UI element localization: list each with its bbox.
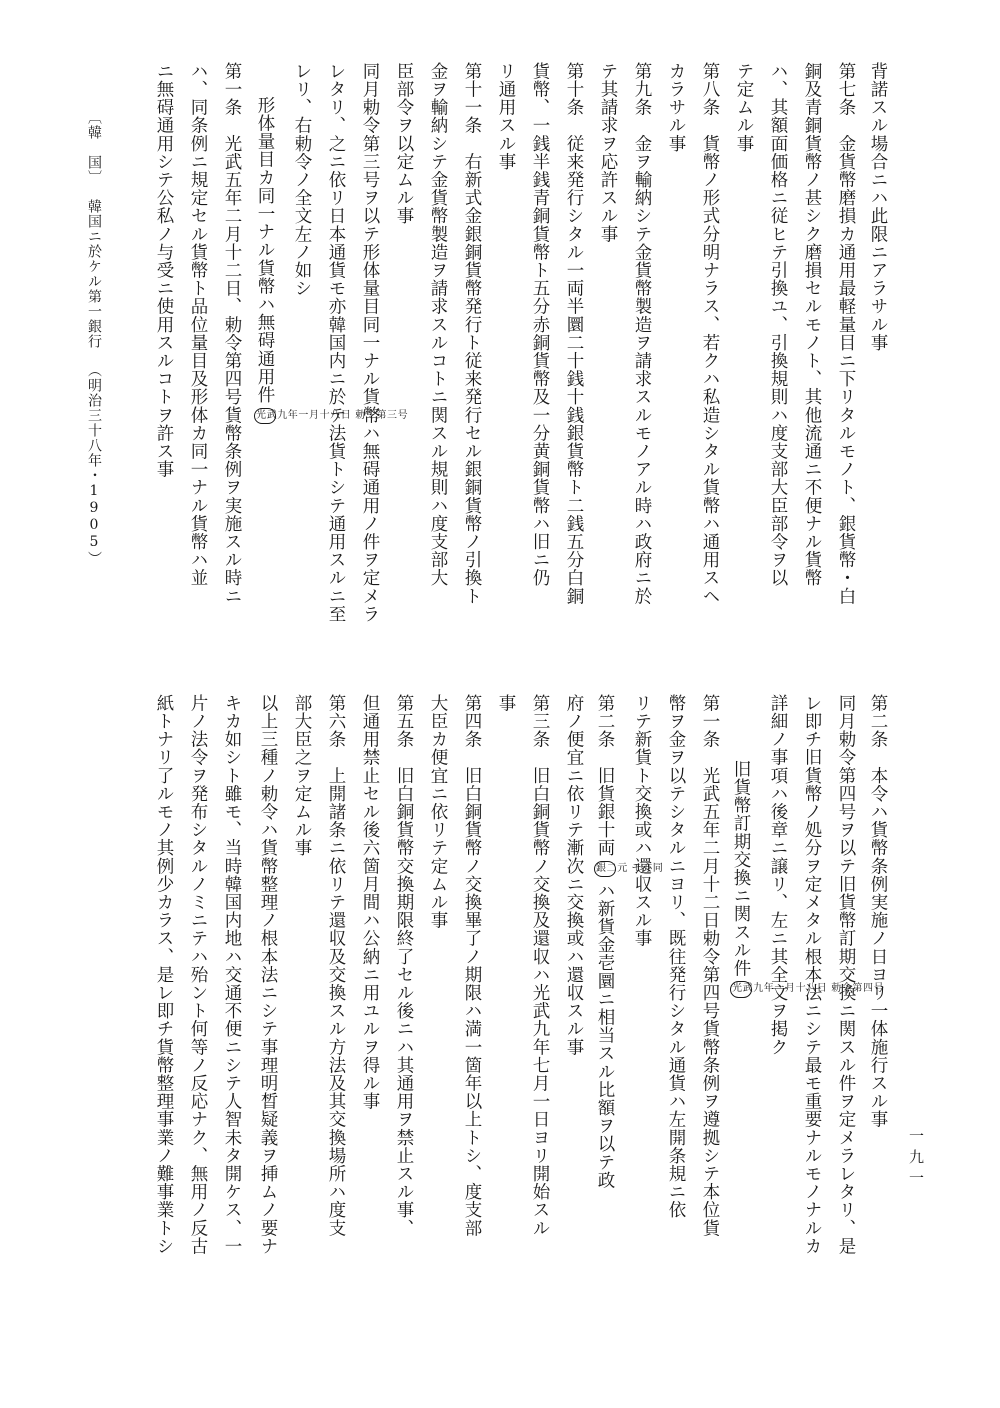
column-text: 形体量目カ同一ナル貨幣ハ無碍通用件 <box>255 96 275 404</box>
text-column <box>660 694 684 1219</box>
text-column <box>388 694 412 1237</box>
column-text: 旧貨幣訂期交換ニ関スル件 <box>731 760 751 978</box>
running-head <box>84 110 104 566</box>
column-text: レリ、右勅令ノ全文左ノ如シ <box>292 62 312 298</box>
column-text: リ通用スル事 <box>496 62 516 171</box>
edict-note: 光武九年一月十八日 勅令第四号 <box>730 981 752 998</box>
column-text: 第十条 従来発行シタル一両半圜二十銭十銭銀貨幣ト二銭五分白銅 <box>564 62 584 605</box>
text-column <box>182 694 206 1255</box>
column-text: カラサル事 <box>666 62 686 153</box>
column-text: テ其請求ヲ応許スル事 <box>598 62 618 243</box>
column-text: ハ、同条例ニ規定セル貨幣ト品位量目及形体カ同一ナル貨幣ハ並 <box>188 62 208 587</box>
text-column <box>524 62 548 587</box>
text-column <box>286 694 310 857</box>
text-column <box>524 694 548 1237</box>
text-column <box>796 694 820 1255</box>
column-text: 第三条 旧白銅貨幣ノ交換及還収ハ光武九年七月一日ヨリ開始スル <box>530 694 550 1237</box>
column-text: テ定ムル事 <box>734 62 754 153</box>
column-text: 同月勅令第三号ヲ以テ形体量目同一ナル貨幣ハ無碍通用ノ件ヲ定メラ <box>360 62 380 624</box>
text-column <box>862 694 886 1128</box>
text-column <box>320 694 344 1237</box>
text-column <box>252 694 276 1255</box>
text-column <box>422 62 446 587</box>
text-column <box>456 62 480 605</box>
text-column <box>762 62 786 587</box>
column-text: 第一条 光武五年二月十二日、勅令第四号貨幣条例ヲ実施スル時ニ <box>222 62 242 605</box>
column-text: ニ無碍通用シテ公私ノ与受ニ使用スルコトヲ許ス事 <box>154 62 174 479</box>
text-column <box>558 62 582 605</box>
column-text: 第七条 金貨幣磨損カ通用最軽量目ニ下リタルモノト、銀貨幣・白 <box>836 62 856 605</box>
text-column <box>592 62 616 243</box>
column-text-continued: ハ新貨金壱圜ニ相当スル比額ヲ以テ政 <box>595 881 615 1190</box>
column-text: 以上三種ノ勅令ハ貨幣整理ノ根本法ニシテ事理明晳疑義ヲ挿ムノ要ナ <box>258 694 278 1256</box>
column-text: 第八条 貨幣ノ形式分明ナラス、若クハ私造シタル貨幣ハ通用スヘ <box>700 62 720 605</box>
column-text: 事 <box>496 694 516 713</box>
text-column <box>216 62 240 605</box>
text-column <box>320 62 344 623</box>
edict-note: 光武九年一月十八日 勅令第三号 <box>254 408 276 425</box>
text-column <box>216 694 240 1255</box>
chapter-title: 韓国ニ於ケル第一銀行 <box>86 199 102 349</box>
text-column <box>148 62 172 478</box>
column-text: 大臣カ便宜ニ依リテ定ムル事 <box>428 694 448 930</box>
column-text: 第五条 旧白銅貨幣交換期限終了セル後ニハ其通用ヲ禁止スル事、 <box>394 694 414 1237</box>
text-column <box>626 694 650 947</box>
text-column <box>354 62 378 623</box>
column-text: 片ノ法令ヲ発布シタルノミニテハ殆ント何等ノ反応ナク、無用ノ反古 <box>188 694 208 1256</box>
category-label: 〔韓 国〕 <box>86 110 102 185</box>
column-text: キカ如シト雖モ、当時韓国内地ハ交通不便ニシテ人智未タ開ケス、一 <box>222 694 242 1256</box>
text-column <box>694 62 718 605</box>
column-text: 第十一条 右新式金銀銅貨幣発行ト従来発行セル銀銅貨幣ノ引換ト <box>462 62 482 605</box>
column-text: 但通用禁止セル後六箇月間ハ公納ニ用ユルヲ得ル事 <box>360 694 380 1111</box>
text-column <box>422 694 446 929</box>
column-text: 第一条 光武五年二月十二日勅令第四号貨幣条例ヲ遵拠シテ本位貨 <box>700 694 720 1237</box>
text-column <box>830 694 854 1255</box>
text-column <box>490 694 514 712</box>
text-column <box>830 62 854 605</box>
column-text: 紙トナリ了ルモノ其例少カラス、是レ即チ貨幣整理事業ノ難事業トシ <box>154 694 174 1256</box>
column-text: レ即チ旧貨幣ノ処分ヲ定メタル根本法ニシテ最モ重要ナルモノナルカ <box>802 694 822 1256</box>
column-text: リテ新貨ト交換或ハ還収スル事 <box>632 694 652 948</box>
column-text: 金ヲ輸納シテ金貨幣製造ヲ請求スルコトニ関スル規則ハ度支部大 <box>428 62 448 587</box>
text-column <box>862 62 886 352</box>
era-label: （明治三十八年・1905） <box>86 363 102 566</box>
text-column <box>490 62 514 171</box>
column-text: 臣部令ヲ以定ムル事 <box>394 62 414 225</box>
text-column <box>286 62 310 297</box>
column-text: レタリ、之ニ依リ日本通貨モ亦韓国内ニ於テ法貨トシテ通用スルニ至 <box>326 62 346 624</box>
text-column <box>388 62 412 225</box>
column-text: ハ、其額面価格ニ従ヒテ引換ユ、引換規則ハ度支部大臣部令ヲ以 <box>768 62 788 587</box>
column-text: 部大臣之ヲ定ムル事 <box>292 694 312 857</box>
column-text: 銅及青銅貨幣ノ甚シク磨損セルモノト、其他流通ニ不便ナル貨幣 <box>802 62 822 587</box>
column-text: 第二条 旧貨銀十両 <box>595 694 615 857</box>
silver-note: 銀二元 モ亦同 <box>594 861 616 878</box>
column-text: 貨幣、一銭半銭青銅貨幣ト五分赤銅貨幣及一分黄銅貨幣ハ旧ニ仍 <box>530 62 550 587</box>
text-column <box>182 62 206 587</box>
text-column <box>456 694 480 1237</box>
column-text: 第二条 本令ハ貨幣条例実施ノ日ヨリ一体施行スル事 <box>868 694 888 1129</box>
text-column <box>694 694 718 1237</box>
column-text: 府ノ便宜ニ依リテ漸次ニ交換或ハ還収スル事 <box>564 694 584 1056</box>
text-column <box>626 62 650 605</box>
column-text: 第四条 旧白銅貨幣ノ交換畢了ノ期限ハ満一箇年以上トシ、度支部 <box>462 694 482 1237</box>
column-text: 幣ヲ金ヲ以テシタルニヨリ、既往発行シタル通貨ハ左開条規ニ依 <box>666 694 686 1219</box>
column-text: 背諾スル場合ニハ此限ニアラサル事 <box>868 62 888 352</box>
text-column <box>762 694 786 1056</box>
column-text: 第九条 金ヲ輸納シテ金貨幣製造ヲ請求スルモノアル時ハ政府ニ於 <box>632 62 652 605</box>
text-column <box>796 62 820 587</box>
text-column <box>660 62 684 153</box>
text-column <box>354 694 378 1110</box>
column-text: 第六条 上開諸条ニ依リテ還収及交換スル方法及其交換場所ハ度支 <box>326 694 346 1237</box>
text-column <box>558 694 582 1056</box>
text-column <box>148 694 172 1255</box>
page-number: 一九一 <box>907 1128 925 1191</box>
column-text: 詳細ノ事項ハ後章ニ譲リ、左ニ其全文ヲ掲ク <box>768 694 788 1056</box>
column-text: 同月勅令第四号ヲ以テ旧貨幣訂期交換ニ関スル件ヲ定メラレタリ、是 <box>836 694 856 1256</box>
text-column <box>728 62 752 153</box>
